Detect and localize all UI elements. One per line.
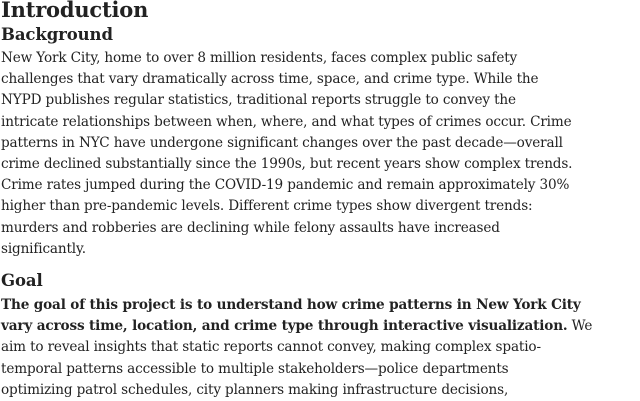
paragraph-line: significantly.	[1, 240, 86, 257]
paragraph-line: New York City, home to over 8 million residents, faces complex public safety	[1, 50, 518, 66]
background-paragraph	[1, 48, 637, 260]
paragraph-text: We	[567, 318, 593, 335]
goal-statement-line: The goal of this project is to understand how crime patterns in New York City	[1, 297, 581, 314]
paragraph-line: optimizing patrol schedules, city planners making infrastructure decisions,	[1, 381, 509, 398]
goal-statement-line: vary across time, location, and crime type through interactive visualization.	[1, 318, 568, 335]
paragraph-line: aim to reveal insights that static reports cannot convey, making complex spatio-	[1, 339, 541, 356]
paragraph-line: higher than pre-pandemic levels. Different crime types show divergent trends:	[1, 198, 533, 215]
paragraph-line: Crime rates jumped during the COVID-19 pandemic and remain approximately 30%	[1, 177, 570, 194]
paragraph-line: NYPD publishes regular statistics, traditional reports struggle to convey the	[1, 92, 516, 109]
paragraph-line: crime declined substantially since the 1990s, but recent years show complex trends.	[1, 156, 573, 173]
paragraph-line: intricate relationships between when, where, and what types of crimes occur. Crime	[1, 113, 572, 130]
section-heading-goal: Goal	[1, 271, 43, 291]
paragraph-line: murders and robberies are declining while felony assaults have increased	[1, 219, 500, 236]
page-title: Introduction	[1, 0, 149, 22]
goal-paragraph	[1, 295, 637, 401]
paragraph-line: patterns in NYC have undergone significant changes over the past decade—overall	[1, 134, 563, 151]
document	[1, 0, 637, 401]
section-heading-background: Background	[1, 25, 113, 44]
paragraph-line: challenges that vary dramatically across time, space, and crime type. While the	[1, 71, 539, 88]
paragraph-line: temporal patterns accessible to multiple stakeholders—police departments	[1, 360, 509, 377]
